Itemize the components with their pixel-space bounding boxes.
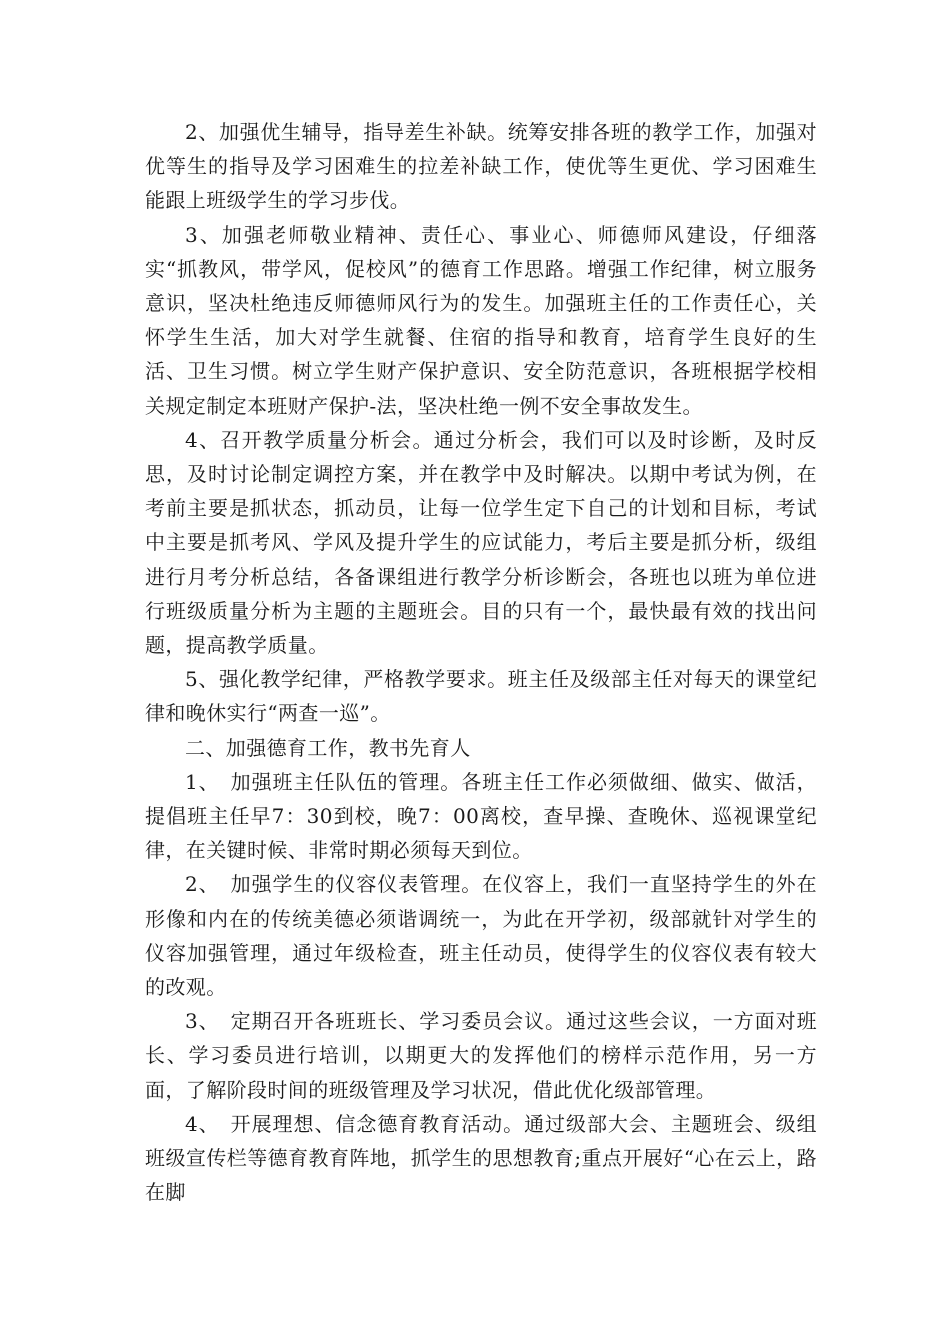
paragraph-tutoring: 2、加强优生辅导，指导差生补缺。统筹安排各班的教学工作，加强对优等生的指导及学习困难生的拉差补缺工作，使优等生更优、学习困难生能跟上班级学生的学习步伐。	[145, 120, 817, 213]
paragraph-appearance-management: 2、 加强学生的仪容仪表管理。在仪容上，我们一直坚持学生的外在形像和内在的传统美德必须谐调统一，为此在开学初，级部就针对学生的仪容加强管理，通过年级检查，班主任动员，使得学生的仪容仪表有较大的改观。	[145, 872, 817, 1000]
paragraph-quality-analysis: 4、召开教学质量分析会。通过分析会，我们可以及时诊断，及时反思，及时讨论制定调控方案，并在教学中及时解决。以期中考试为例，在考前主要是抓状态，抓动员，让每一位学生定下自己的计划和目标，考试中主要是抓考风、学风及提升学生的应试能力，考后主要是抓分析，级组进行月考分析总结，各备课组进行教学分析诊断会，各班也以班为单位进行班级质量分析为主题的主题班会。目的只有一个，最快最有效的找出问题，提高教学质量。	[145, 427, 817, 658]
paragraph-teacher-ethics: 3、加强老师敬业精神、责任心、事业心、师德师风建设，仔细落实“抓教风，带学风，促校风”的德育工作思路。增强工作纪律，树立服务意识，坚决杜绝违反师德师风行为的发生。加强班主任的工作责任心，关怀学生生活，加大对学生就餐、住宿的指导和教育，培育学生良好的生活、卫生习惯。树立学生财产保护意识、安全防范意识，各班根据学校相关规定制定本班财产保护-法，坚决杜绝一例不安全事故发生。	[145, 222, 817, 418]
paragraph-teaching-discipline: 5、强化教学纪律，严格教学要求。班主任及级部主任对每天的课堂纪律和晚休实行“两查一巡”。	[145, 667, 817, 726]
document-body	[145, 115, 817, 1210]
section-heading-moral-education: 二、加强德育工作，教书先育人	[185, 735, 471, 760]
paragraph-ideals-activities: 4、 开展理想、信念德育教育活动。通过级部大会、主题班会、级组班级宣传栏等德育教育阵地，抓学生的思想教育;重点开展好“心在云上，路在脚	[145, 1111, 817, 1205]
paragraph-monitor-meetings: 3、 定期召开各班班长、学习委员会议。通过这些会议，一方面对班长、学习委员进行培训，以期更大的发挥他们的榜样示范作用，另一方面，了解阶段时间的班级管理及学习状况，借此优化级部管理。	[145, 1009, 817, 1102]
paragraph-class-teacher-management: 1、 加强班主任队伍的管理。各班主任工作必须做细、做实、做活，提倡班主任早7：30到校，晚7：00离校，查早操、查晚休、巡视课堂纪律，在关键时候、非常时期必须每天到位。	[145, 769, 817, 863]
